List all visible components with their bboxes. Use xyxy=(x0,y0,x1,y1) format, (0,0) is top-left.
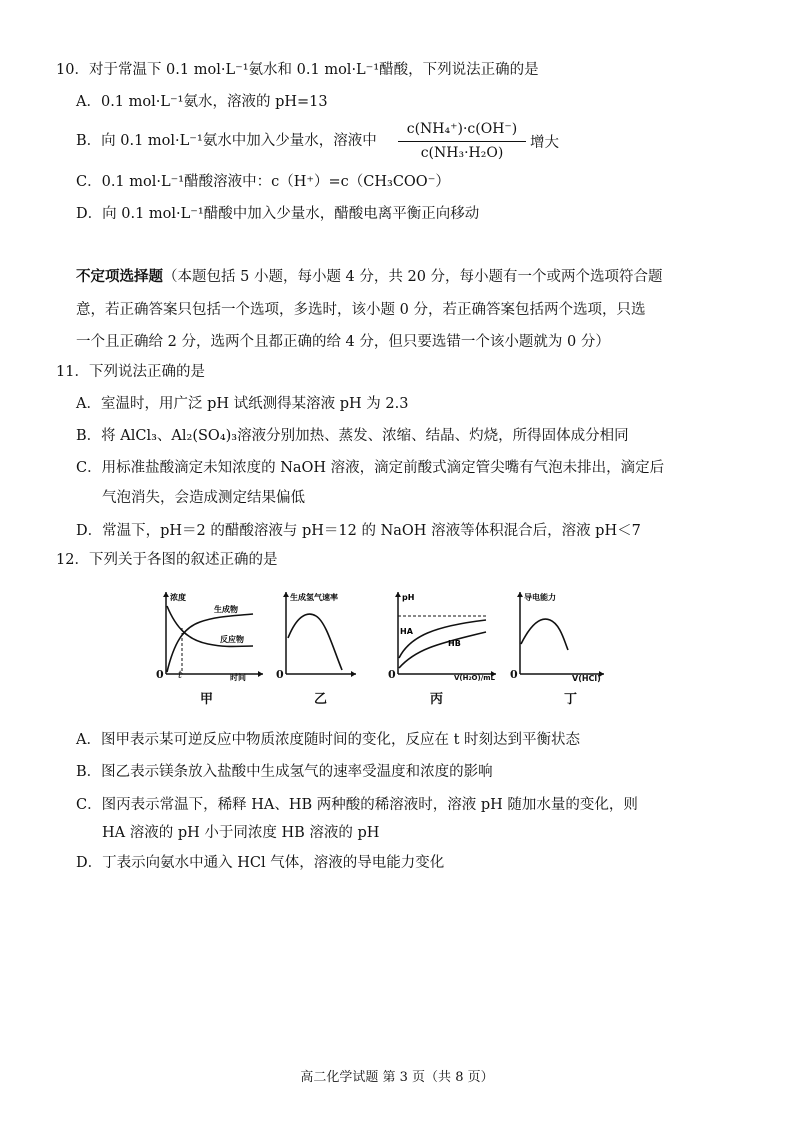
origin-label: 0 xyxy=(156,668,164,681)
fraction-denominator: c(NH₃·H₂O) xyxy=(420,145,504,161)
q11-option-c-line2: 气泡消失，会造成测定结果偏低 xyxy=(102,490,305,506)
q10-option-b: B．向 0.1 mol·L⁻¹氨水中加入少量水，溶液中 xyxy=(76,133,377,149)
q11-option-d: D．常温下，pH＝2 的醋酸溶液与 pH＝12 的 NaOH 溶液等体积混合后，溶液 pH＜7 xyxy=(76,523,641,539)
conductivity-curve xyxy=(521,619,568,650)
x-axis-label: 时间 xyxy=(230,673,246,682)
q12-option-d: D．丁表示向氨水中通入 HCl 气体，溶液的导电能力变化 xyxy=(76,855,445,871)
q12-option-b: B．图乙表示镁条放入盐酸中生成氢气的速率受温度和浓度的影响 xyxy=(76,764,493,780)
q12-stem: 12．下列关于各图的叙述正确的是 xyxy=(56,552,278,568)
x-arrow xyxy=(351,671,356,677)
q10-stem: 10．对于常温下 0.1 mol·L⁻¹氨水和 0.1 mol·L⁻¹醋酸，下列说法正确的是 xyxy=(56,62,539,78)
fraction-numerator: c(NH₄⁺)·c(OH⁻) xyxy=(398,120,526,142)
y-arrow xyxy=(395,592,401,597)
figure-name-bing: 丙 xyxy=(430,692,444,707)
x-arrow xyxy=(258,671,263,677)
figure-name-ding: 丁 xyxy=(564,692,578,707)
reactant-label: 反应物 xyxy=(220,635,244,644)
figure-bing xyxy=(388,588,500,707)
section-instructions-line3: 一个且正确给 2 分，选两个且都正确的给 4 分，但只要选错一个该小题就为 0 分） xyxy=(76,334,610,350)
q11-option-b: B．将 AlCl₃、Al₂(SO₄)₃溶液分别加热、蒸发、浓缩、结晶、灼烧，所得固体成分相同 xyxy=(76,428,629,444)
y-arrow xyxy=(283,592,289,597)
origin-label: 0 xyxy=(510,668,518,681)
q10-option-d: D．向 0.1 mol·L⁻¹醋酸中加入少量水，醋酸电离平衡正向移动 xyxy=(76,206,480,222)
hb-curve xyxy=(399,632,486,668)
figure-jia xyxy=(156,588,268,707)
product-label: 生成物 xyxy=(214,605,238,614)
t-label: t xyxy=(178,670,183,681)
y-axis-label: 导电能力 xyxy=(524,593,556,602)
figure-yi xyxy=(276,588,360,707)
q11-option-a: A．室温时，用广泛 pH 试纸测得某溶液 pH 为 2.3 xyxy=(76,396,409,412)
y-arrow xyxy=(517,592,523,597)
q12-option-a: A．图甲表示某可逆反应中物质浓度随时间的变化，反应在 t 时刻达到平衡状态 xyxy=(76,732,581,748)
x-axis-label: V(H₂O)/mL xyxy=(454,674,496,682)
q10-option-c: C．0.1 mol·L⁻¹醋酸溶液中：c（H⁺）=c（CH₃COO⁻） xyxy=(76,174,450,190)
q10-option-b-tail: 增大 xyxy=(530,135,559,151)
hb-label: HB xyxy=(448,639,461,648)
q10-b-fraction xyxy=(398,120,526,163)
figure-ding xyxy=(510,588,608,707)
rate-curve xyxy=(288,614,342,670)
section-line1-text: （本题包括 5 小题，每小题 4 分，共 20 分，每小题有一个或两个选项符合题 xyxy=(163,269,663,285)
y-axis-label: 生成氢气速率 xyxy=(290,593,338,602)
origin-label: 0 xyxy=(388,668,396,681)
y-axis-label: pH xyxy=(402,593,415,602)
section-title: 不定项选择题 xyxy=(76,268,163,285)
q11-option-c-line1: C．用标准盐酸滴定未知浓度的 NaOH 溶液，滴定前酸式滴定管尖嘴有气泡未排出，滴定后 xyxy=(76,460,665,476)
ha-curve xyxy=(399,620,486,658)
section-instructions-line2: 意，若正确答案只包括一个选项，多选时，该小题 0 分，若正确答案包括两个选项，只选 xyxy=(76,302,646,318)
y-arrow xyxy=(163,592,169,597)
origin-label: 0 xyxy=(276,668,284,681)
page-footer: 高二化学试题 第 3 页（共 8 页） xyxy=(300,1070,494,1085)
section-instructions-line1 xyxy=(76,267,663,287)
q11-stem: 11．下列说法正确的是 xyxy=(56,364,205,380)
q12-option-c-line2: HA 溶液的 pH 小于同浓度 HB 溶液的 pH xyxy=(102,825,380,841)
figure-name-jia: 甲 xyxy=(200,692,214,707)
q10-option-a: A．0.1 mol·L⁻¹氨水，溶液的 pH=13 xyxy=(76,94,328,110)
q12-option-c-line1: C．图丙表示常温下，稀释 HA、HB 两种酸的稀溶液时，溶液 pH 随加水量的变化，则 xyxy=(76,797,638,813)
x-axis-label: V(HCl) xyxy=(572,674,601,683)
ha-label: HA xyxy=(400,627,413,636)
figure-name-yi: 乙 xyxy=(314,692,328,707)
y-axis-label: 浓度 xyxy=(170,593,186,602)
